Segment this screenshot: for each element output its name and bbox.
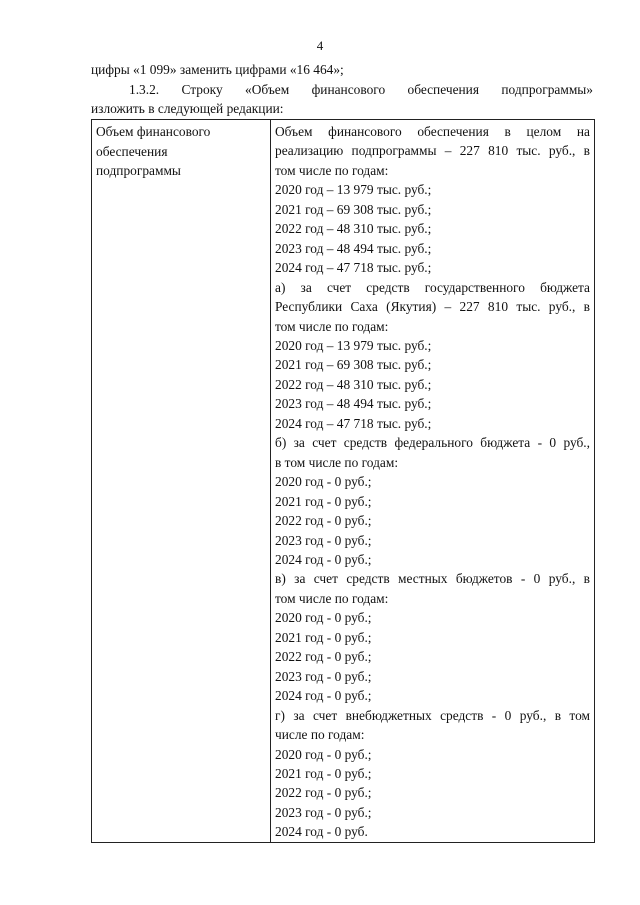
financing-detail-line: г) за счет внебюджетных средств - 0 руб., в том bbox=[275, 707, 590, 723]
financing-detail-line: 2022 год – 48 310 тыс. руб.; bbox=[275, 221, 432, 237]
financing-label-line: Объем финансового bbox=[96, 124, 211, 139]
financing-detail-line: а) за счет средств государственного бюджета bbox=[275, 279, 590, 295]
financing-detail-line: Объем финансового обеспечения в целом на bbox=[275, 124, 590, 139]
financing-detail-line: числе по годам: bbox=[275, 727, 365, 743]
financing-detail-line: том числе по годам: bbox=[275, 162, 389, 178]
financing-detail-line: б) за счет средств федерального бюджета - 0 руб., bbox=[275, 435, 590, 451]
financing-detail-line: 2021 год – 69 308 тыс. руб.; bbox=[275, 357, 432, 373]
financing-detail-line: 2024 год - 0 руб.; bbox=[275, 688, 372, 704]
intro-line-2: 1.3.2. Строку «Объем финансового обеспечения подпрограммы» bbox=[129, 82, 593, 97]
financing-detail-line: 2020 год - 0 руб.; bbox=[275, 610, 372, 626]
financing-detail-line: том числе по годам: bbox=[275, 590, 389, 606]
intro-line-3: изложить в следующей редакции: bbox=[91, 101, 284, 116]
financing-detail-line: 2024 год – 47 718 тыс. руб.; bbox=[275, 260, 432, 276]
financing-table bbox=[91, 119, 595, 843]
financing-detail-line: 2024 год – 47 718 тыс. руб.; bbox=[275, 415, 432, 431]
financing-detail-line: 2020 год - 0 руб.; bbox=[275, 474, 372, 490]
financing-detail-line: 2021 год - 0 руб.; bbox=[275, 493, 372, 509]
financing-detail-line: том числе по годам: bbox=[275, 318, 389, 334]
financing-detail-line: 2020 год - 0 руб.; bbox=[275, 746, 372, 762]
financing-detail-line: 2021 год - 0 руб.; bbox=[275, 765, 372, 781]
financing-detail-line: 2023 год - 0 руб.; bbox=[275, 804, 372, 820]
financing-detail-line: 2023 год – 48 494 тыс. руб.; bbox=[275, 240, 432, 256]
financing-detail-line: 2022 год - 0 руб.; bbox=[275, 785, 372, 801]
financing-detail-line: 2024 год - 0 руб.; bbox=[275, 551, 372, 567]
financing-detail-line: 2023 год - 0 руб.; bbox=[275, 668, 372, 684]
financing-label-cell bbox=[92, 120, 271, 843]
financing-detail-line: 2020 год – 13 979 тыс. руб.; bbox=[275, 337, 432, 353]
financing-detail-line: 2021 год – 69 308 тыс. руб.; bbox=[275, 201, 432, 217]
table-row bbox=[92, 120, 595, 843]
financing-detail-line: реализацию подпрограммы – 227 810 тыс. руб., в bbox=[275, 143, 590, 159]
financing-detail-line: в том числе по годам: bbox=[275, 454, 399, 470]
financing-detail-line: 2021 год - 0 руб.; bbox=[275, 629, 372, 645]
financing-detail-line: 2024 год - 0 руб. bbox=[275, 824, 368, 840]
financing-detail-line: 2022 год – 48 310 тыс. руб.; bbox=[275, 376, 432, 392]
financing-detail-line: 2020 год – 13 979 тыс. руб.; bbox=[275, 182, 432, 198]
page-number: 4 bbox=[316, 38, 324, 53]
financing-detail-line: 2022 год - 0 руб.; bbox=[275, 649, 372, 665]
financing-details-cell bbox=[271, 120, 595, 843]
financing-detail-line: 2023 год – 48 494 тыс. руб.; bbox=[275, 396, 432, 412]
financing-detail-line: Республики Саха (Якутия) – 227 810 тыс. руб., в bbox=[275, 299, 590, 315]
intro-line-1: цифры «1 099» заменить цифрами «16 464»; bbox=[91, 62, 344, 77]
financing-detail-line: в) за счет средств местных бюджетов - 0 руб., в bbox=[275, 571, 590, 587]
financing-detail-line: 2023 год - 0 руб.; bbox=[275, 532, 372, 548]
financing-label-line: подпрограммы bbox=[96, 163, 181, 178]
financing-detail-line: 2022 год - 0 руб.; bbox=[275, 513, 372, 529]
financing-label-line: обеспечения bbox=[96, 143, 168, 159]
